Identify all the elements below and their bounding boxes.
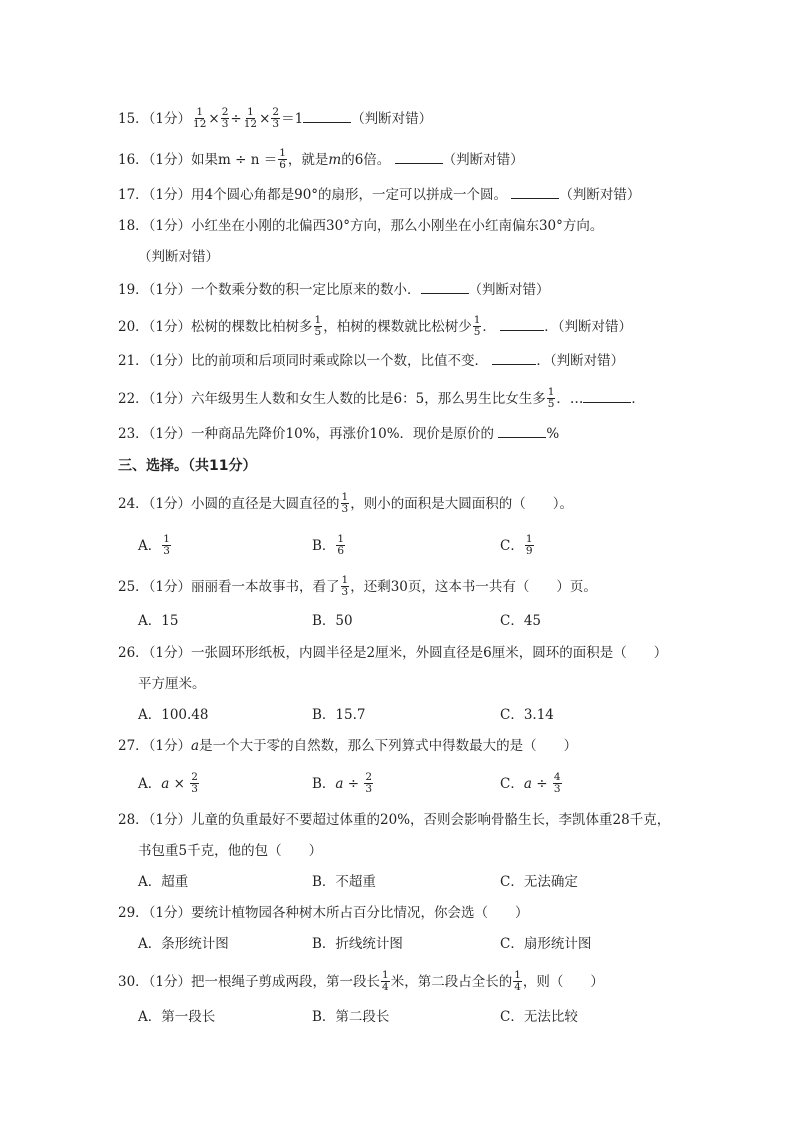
option-c[interactable]: C．a ÷ $\frac{4}{3}$ bbox=[500, 771, 561, 795]
fraction: $\frac{2}{3}$ bbox=[221, 106, 229, 130]
answer-blank[interactable] bbox=[500, 318, 544, 331]
answer-blank[interactable] bbox=[395, 151, 443, 164]
question-24: 24．（1分）小圆的直径是大圆直径的 $\frac{1}{3}$ ，则小的面积是大圆面积的（ ）。 bbox=[118, 491, 573, 515]
option-b[interactable]: B．第二段长 bbox=[312, 1009, 390, 1025]
fraction: $\frac{1}{6}$ bbox=[279, 147, 286, 171]
option-b[interactable]: B．折线统计图 bbox=[312, 936, 403, 952]
fraction: $\frac{1}{3}$ bbox=[341, 491, 349, 515]
option-c[interactable]: C．45 bbox=[500, 613, 542, 629]
option-a[interactable]: A．超重 bbox=[138, 874, 189, 890]
option-c[interactable]: C．扇形统计图 bbox=[500, 936, 592, 952]
fraction: $\frac{1}{5}$ bbox=[547, 386, 555, 410]
question-30: 30．（1分）把一根绳子剪成两段，第一段长 $\frac{1}{4}$ 米，第二段占全长的 $\frac{1}{4}$ ，则（ ） bbox=[118, 969, 604, 993]
answer-blank[interactable] bbox=[511, 186, 559, 199]
option-c[interactable]: C．无法确定 bbox=[500, 874, 578, 890]
question-16: 16．（1分）如果m ÷ n ＝ $\frac{1}{6}$ ，就是m的6倍。 （判断对错） bbox=[118, 147, 524, 171]
option-b[interactable]: B．50 bbox=[312, 613, 353, 629]
question-22: 22．（1分）六年级男生人数和女生人数的比是6：5，那么男生比女生多 $\frac{1}{5}$ ．… ． bbox=[118, 386, 645, 410]
option-a[interactable]: A．100.48 bbox=[138, 707, 209, 723]
fraction: $\frac{1}{4}$ bbox=[382, 969, 389, 993]
option-a[interactable]: A．15 bbox=[138, 613, 179, 629]
question-23: 23．（1分）一种商品先降价10%，再涨价10%．现价是原价的 % bbox=[118, 426, 560, 442]
question-25: 25．（1分）丽丽看一本故事书，看了 $\frac{1}{3}$ ，还剩30页，这本书一共有（ ）页。 bbox=[118, 574, 597, 598]
option-c[interactable]: C．无法比较 bbox=[500, 1009, 578, 1025]
option-a[interactable]: A．a × $\frac{2}{3}$ bbox=[138, 771, 198, 795]
option-b[interactable]: B．a ÷ $\frac{2}{3}$ bbox=[312, 771, 373, 795]
question-26: 26．（1分）一张圆环形纸板，内圆半径是2厘米，外圆直径是6厘米，圆环的面积是（ ） bbox=[118, 645, 668, 661]
answer-blank[interactable] bbox=[421, 281, 469, 294]
question-15: 15．（1分） $\frac{1}{12}$ × $\frac{2}{3}$ ÷ $\frac{1}{12}$ × $\frac{2}{3}$ ＝1 （判断对错） bbox=[118, 106, 433, 130]
option-a[interactable]: A．第一段长 bbox=[138, 1009, 216, 1025]
question-27: 27．（1分）a是一个大于零的自然数，那么下列算式中得数最大的是（ ） bbox=[118, 738, 578, 754]
fraction: $\frac{1}{5}$ bbox=[314, 314, 322, 338]
fraction: $\frac{2}{3}$ bbox=[272, 106, 280, 130]
option-a[interactable]: A．条形统计图 bbox=[138, 936, 229, 952]
option-a[interactable]: A． $\frac{1}{3}$ bbox=[138, 533, 170, 557]
option-b[interactable]: B．不超重 bbox=[312, 874, 376, 890]
question-19: 19．（1分）一个数乘分数的积一定比原来的数小． （判断对错） bbox=[118, 282, 550, 298]
fraction: $\frac{1}{12}$ bbox=[193, 106, 207, 130]
question-29: 29．（1分）要统计植物园各种树木所占百分比情况，你会选（ ） bbox=[118, 905, 529, 921]
section-heading: 三、选择。（共11分） bbox=[118, 458, 257, 474]
fraction: $\frac{1}{5}$ bbox=[473, 314, 481, 338]
option-c[interactable]: C．3.14 bbox=[500, 707, 554, 723]
question-20: 20．（1分）松树的棵数比柏树多 $\frac{1}{5}$ ，柏树的棵数就比松树少 $\frac{1}{5}$ ． ．（判断对错） bbox=[118, 314, 632, 338]
option-c[interactable]: C． $\frac{1}{9}$ bbox=[500, 533, 533, 557]
option-b[interactable]: B．15.7 bbox=[312, 707, 366, 723]
question-21: 21．（1分）比的前项和后项同时乘或除以一个数，比值不变． ．（判断对错） bbox=[118, 353, 625, 369]
question-28: 28．（1分）儿童的负重最好不要超过体重的20%，否则会影响骨骼生长，李凯体重28千克， bbox=[118, 812, 671, 828]
question-28-cont: 书包重5千克，他的包（ ） bbox=[138, 843, 323, 859]
answer-blank[interactable] bbox=[492, 352, 536, 365]
question-26-cont: 平方厘米。 bbox=[138, 676, 206, 692]
fraction: $\frac{1}{12}$ bbox=[243, 106, 258, 130]
option-b[interactable]: B． $\frac{1}{6}$ bbox=[312, 533, 345, 557]
question-17: 17．（1分）用4个圆心角都是90°的扇形，一定可以拼成一个圆。 （判断对错） bbox=[118, 187, 641, 203]
question-18: 18．（1分）小红坐在小刚的北偏西30°方向，那么小刚坐在小红南偏东30°方向。 bbox=[118, 218, 604, 234]
answer-blank[interactable] bbox=[498, 425, 546, 438]
answer-blank[interactable] bbox=[303, 110, 351, 123]
question-18-cont: （判断对错） bbox=[138, 249, 219, 265]
fraction: $\frac{1}{4}$ bbox=[514, 969, 521, 993]
answer-blank[interactable] bbox=[583, 390, 631, 403]
fraction: $\frac{1}{3}$ bbox=[341, 574, 349, 598]
